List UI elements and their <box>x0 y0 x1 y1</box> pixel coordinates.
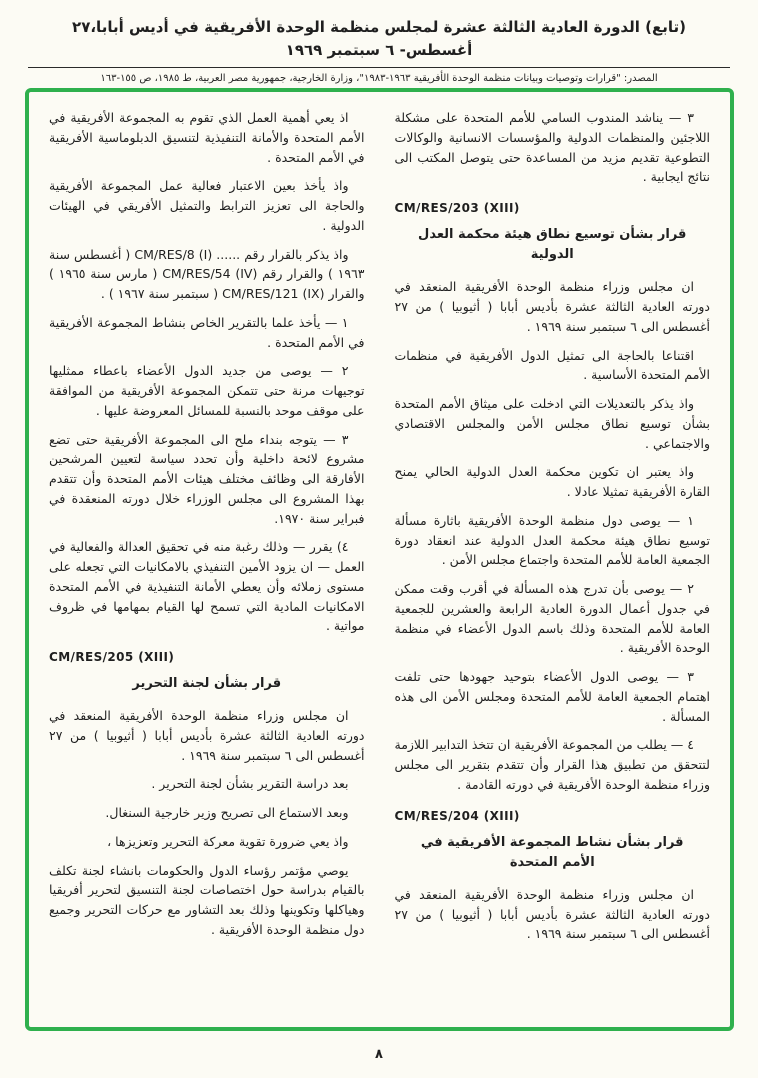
paragraph-senegal-minister: وبعد الاستماع الى تصريح وزير خارجية السنغال. <box>105 805 349 821</box>
paragraph-recommendation-2: ٢ — يوصى بأن تدرج هذه المسألة في أقرب وقت ممكن في جدول أعمال الدورة العادية الرابعة والعشرين للجمعية العامة للأمم المتحدة وذلك باسم الدول الأعضاء في منظمة الوحدة الأفريقية . <box>394 581 710 656</box>
two-column-layout <box>49 108 710 1017</box>
column-right <box>395 108 711 1017</box>
resolution-heading-african-group: قرار بشأن نشاط المجموعة الأفريقية في الأمم المتحدة <box>420 834 684 870</box>
paragraph-council-session-2: ان مجلس وزراء منظمة الوحدة الأفريقية المنعقد في دورته العادية الثالثة عشرة بأديس أبابا ( أثيوبيا ) من ٢٧ أغسطس الى ٦ سبتمبر سنة ١٩٦٩ . <box>394 886 710 942</box>
paragraph-refugees-appeal: ٣ — يناشد المندوب السامي للأمم المتحدة على مشكلة اللاجئين والمنظمات الدولية والمؤسسات الانسانية والوكالات التطوعية تقديم مزيد من المساعدة حتى يتوصل المكتب الى نتائج ايجابية . <box>394 110 710 185</box>
paragraph-recommendation-1: ١ — يوصى دول منظمة الوحدة الأفريقية باثارة مسألة توسيع نطاق هيئة محكمة العدل الدولية عند انعقاد دورة الجمعية العامة للأمم المتحدة واجتماع مجلس الأمن . <box>394 512 710 568</box>
paragraph-internal-rules-appeal: ٣ — يتوجه بنداء ملح الى المجموعة الأفريقية حتى تضع مشروع لائحة داخلية وأن تحدد سياسة لتعيين المرشحين الأفارقة الى وظائف مختلف هيئات الأمم المتحدة وأن تتقدم بهذا المشروع الى مجلس الوزراء خلال دورته المنعقدة في فبراير سنة ١٩٧٠. <box>49 431 365 526</box>
paragraph-conviction-representation: اقتناعا بالحاجة الى تمثيل الدول الأفريقية في منظمات الأمم المتحدة الأساسية . <box>394 347 710 383</box>
paragraph-charter-amendments: واذ يذكر بالتعديلات التي ادخلت على ميثاق الأمم المتحدة بشأن توسيع نطاق مجلس الأمن والمجلس الاقتصادي والاجتماعي . <box>394 396 710 451</box>
paragraph-group-effectiveness: واذ يأخذ بعين الاعتبار فعالية عمل المجموعة الأفريقية والحاجة الى تعزيز الترابط والتمثيل الأفريقي في الهيئات الدولية . <box>49 178 365 233</box>
resolution-ref-cm-res-205: CM/RES/205 (XIII) <box>49 650 175 664</box>
green-border-frame <box>25 88 734 1031</box>
resolution-ref-cm-res-204: CM/RES/204 (XIII) <box>394 808 520 823</box>
paragraph-flexible-directives: ٢ — يوصى من جديد الدول الأعضاء باعطاء ممثليها توجيهات مرنة حتى تتمكن المجموعة الأفريقية من الموافقة على موقف موحد بالنسبة للمسائل المعروضة عليها . <box>49 363 365 418</box>
paragraph-icj-composition: واذ يعتبر ان تكوين محكمة العدل الدولية الحالي يمنح القارة الأفريقية تمثيلا عادلا . <box>394 464 710 500</box>
resolution-heading-liberation-committee: قرار بشأن لجنة التحرير <box>132 676 282 691</box>
paragraph-executive-secretary-means: ٤) يقرر — وذلك رغبة منه في تحقيق العدالة والفعالية في العمل — ان يزود الأمين التنفيذي بالامكانيات التي تجعله على مستوى زملائه وأن يعطي الأمانة التنفيذية في الأمم المتحدة الامكانيات المادية التي تسمح لها القيام بمهامها في ظروف مواتية . <box>49 539 365 634</box>
page-header <box>0 0 758 84</box>
paragraph-group-importance: اذ يعي أهمية العمل الذي تقوم به المجموعة الأفريقية في الأمم المتحدة والأمانة التنفيذية لتنسيق الدبلوماسية الأفريقية في الأمم المتحدة . <box>49 110 365 165</box>
paragraph-council-session-3: ان مجلس وزراء منظمة الوحدة الأفريقية المنعقد في دورته العادية الثالثة عشرة بأديس أبابا ( أثيوبيا ) من ٢٧ أغسطس الى ٦ سبتمبر سنة ١٩٦٩ . <box>49 708 365 763</box>
header-divider <box>28 67 730 68</box>
paragraph-strengthen-liberation: واذ يعي ضرورة تقوية معركة التحرير وتعزيزها ، <box>107 833 349 849</box>
paragraph-takes-note-report: ١ — يأخذ علما بالتقرير الخاص بنشاط المجموعة الأفريقية في الأمم المتحدة . <box>49 314 365 350</box>
page-number: ٨ <box>375 1047 383 1062</box>
paragraph-council-session-1: ان مجلس وزراء منظمة الوحدة الأفريقية المنعقد في دورته العادية الثالثة عشرة بأديس أبابا ( أثيوبيا ) من ٢٧ أغسطس الى ٦ سبتمبر سنة ١٩٦٩ . <box>394 279 710 334</box>
paragraph-recommendation-3: ٣ — يوصى الدول الأعضاء بتوحيد جهودها حتى تلفت اهتمام الجمعية العامة للأمم المتحدة ومجلس الأمن الى هذه المسألة . <box>394 669 710 724</box>
paragraph-previous-resolutions: واذ يذكر بالقرار رقم ...... CM/RES/8 (I) ( أغسطس سنة ١٩٦٣ ) والقرار رقم CM/RES/54 (IV) ( مارس سنة ١٩٦٥ ) والقرار CM/RES/121 (IX) ( سبتمبر سنة ١٩٦٧ ) . <box>49 246 365 301</box>
document-source: المصدر: "قرارات وتوصيات وبيانات منظمة الوحدة الأفريقية ١٩٦٣-١٩٨٣"، وزارة الخارجية، جمهورية مصر العربية، ط ١٩٨٥، ص ١٥٥-١٦٣ <box>100 73 658 84</box>
paragraph-recommendation-4: ٤ — يطلب من المجموعة الأفريقية ان تتخذ التدابير اللازمة لتتحقق من تطبيق هذا القرار وأن تتقدم بتقرير الى مجلس وزراء منظمة الوحدة الأفريقية في دورته القادمة . <box>394 737 710 792</box>
resolution-heading-icj-expansion: قرار بشأن توسيع نطاق هيئة محكمة العدل الدولية <box>418 227 687 263</box>
paragraph-recommend-committee-study: يوصي مؤتمر رؤساء الدول والحكومات بانشاء لجنة تكلف بالقيام بدراسة حول اختصاصات لجنة التنسيق لتحرير أفريقيا وهياكلها وتكوينها وذلك بعد التشاور مع حركات التحرير وجميع دول منظمة الوحدة الأفريقية . <box>49 862 365 937</box>
resolution-ref-cm-res-203: CM/RES/203 (XIII) <box>394 201 520 215</box>
document-title: (تابع) الدورة العادية الثالثة عشرة لمجلس منظمة الوحدة الأفريقية في أديس أبابا،٢٧ أغسطس- ٦ سبتمبر ١٩٦٩ <box>72 18 686 59</box>
column-left <box>49 108 365 1017</box>
paragraph-after-study-report: بعد دراسة التقرير بشأن لجنة التحرير . <box>151 776 349 792</box>
